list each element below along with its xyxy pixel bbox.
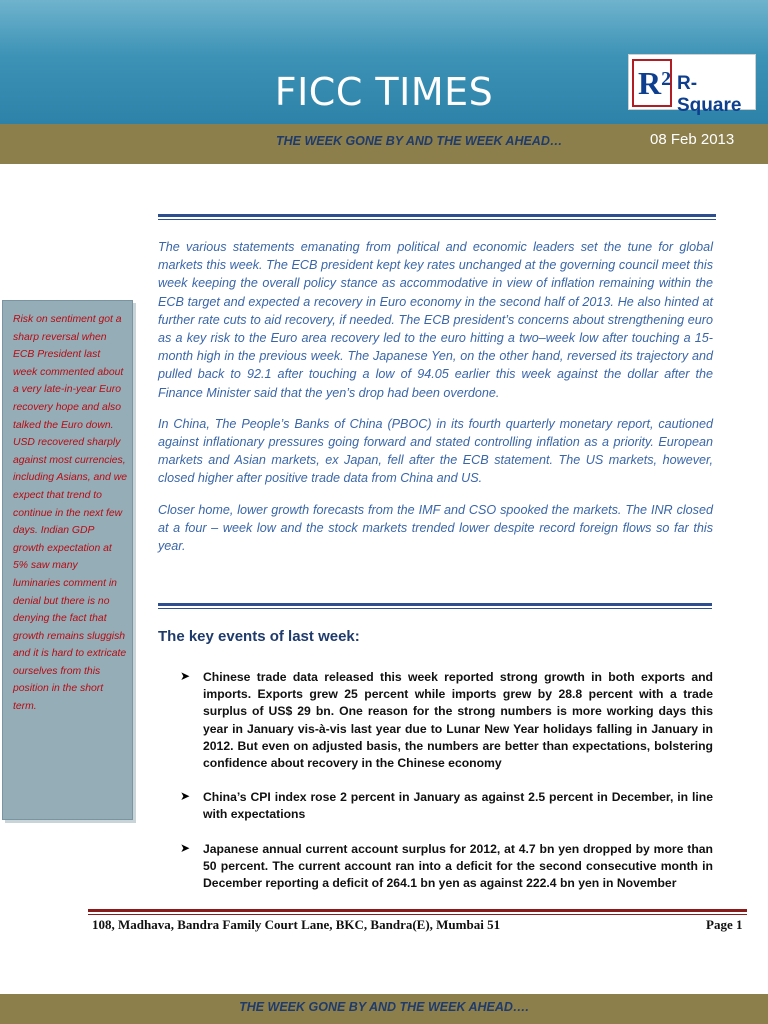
list-item <box>180 841 713 893</box>
issue-date: 08 Feb 2013 <box>650 131 735 148</box>
intro-paragraph: In China, The People’s Banks of China (PBOC) in its fourth quarterly monetary report, cautioned against inflationary pressures going forward and stated controlling inflation as a priority. European markets and Asian markets, ex Japan, fell after the ECB statement. The US markets, however, closed higher after positive trade data from China and US. <box>158 416 713 486</box>
page-number: Page 1 <box>706 917 743 932</box>
list-item <box>180 669 713 772</box>
arrow-bullet-icon: ➤ <box>180 840 191 855</box>
sidebar-callout-text: Risk on sentiment got a sharp reversal when ECB President last week commented about a very late-in-year Euro recovery hope and also talked the Euro down. USD recovered sharply against most currencies, including Asians, and we expect that trend to continue in the next few days. Indian GDP growth expectation at 5% saw many luminaries comment in denial but there is no denying the fact that growth remains sluggish and it is hard to extricate ourselves from this position in the short term. <box>13 314 127 713</box>
intro-text <box>158 238 713 568</box>
intro-paragraph: The various statements emanating from political and economic leaders set the tune for global markets this week. The ECB president kept key rates unchanged at the governing council meet this week keeping the overall policy stance as accommodative in view of inflation remaining within the ECB target and expected a recovery in Euro economy in the second half of 2013. He also hinted at further rate cuts to aid recovery, if needed. The ECB president’s concerns about strengthening euro as a key risk to the Euro area recovery led to the euro hitting a two–week low after touching a 15-month high in the previous week. The Japanese Yen, on the other hand, reversed its trajectory and pulled back to 92.1 after touching a low of 94.05 earlier this week against the dollar after the Finance Minister said that the yen’s drop had been overdone. <box>158 240 713 400</box>
intro-paragraph: Closer home, lower growth forecasts from the IMF and CSO spooked the markets. The INR closed at a four – week low and the stock markets trended lower despite record foreign flows so far this year. <box>158 502 713 554</box>
arrow-bullet-icon: ➤ <box>180 669 191 683</box>
section-divider-top <box>158 214 716 220</box>
event-text: Japanese annual current account surplus for 2012, at 4.7 bn yen dropped by more than 50 percent. The current account ran into a deficit for the second consecutive month in December reporting a deficit of 264.1 bn yen as against 222.4 bn yen in November <box>203 841 713 891</box>
logo-text: R-Square <box>677 73 742 116</box>
logo-mark <box>632 59 672 107</box>
arrow-bullet-icon: ➤ <box>180 789 191 804</box>
logo-mark-superscript: 2 <box>661 68 672 90</box>
logo-mark-letter: R <box>638 65 662 101</box>
newsletter-title: FICC TIMES <box>274 70 494 114</box>
r-square-logo <box>628 54 756 116</box>
footer-address: 108, Madhava, Bandra Family Court Lane, BKC, Bandra(E), Mumbai 51 <box>92 917 501 932</box>
footer-divider <box>88 909 747 915</box>
footer-tagline: THE WEEK GONE BY AND THE WEEK AHEAD…. <box>239 1000 529 1014</box>
event-text: Chinese trade data released this week reported strong growth in both exports and imports. Exports grew 25 percent while imports grew by 28.8 percent with a trade surplus of US$ 29 bn. One reason for the strong numbers is more working days this year in January vis-à-vis last year due to Lunar New Year holidays falling in January in 2012. But even on adjusted basis, the numbers are better than expectations, bolstering confidence about recovery in the Chinese economy <box>203 670 713 771</box>
header-tagline: THE WEEK GONE BY AND THE WEEK AHEAD… <box>276 134 563 148</box>
key-events-heading: The key events of last week: <box>158 628 360 645</box>
masthead <box>0 0 768 124</box>
event-text: China’s CPI index rose 2 percent in January as against 2.5 percent in December, in line with expectations <box>203 790 713 822</box>
section-divider-middle <box>158 603 712 609</box>
list-item <box>180 789 713 823</box>
sidebar-callout <box>2 300 133 820</box>
key-events-list <box>180 669 713 909</box>
